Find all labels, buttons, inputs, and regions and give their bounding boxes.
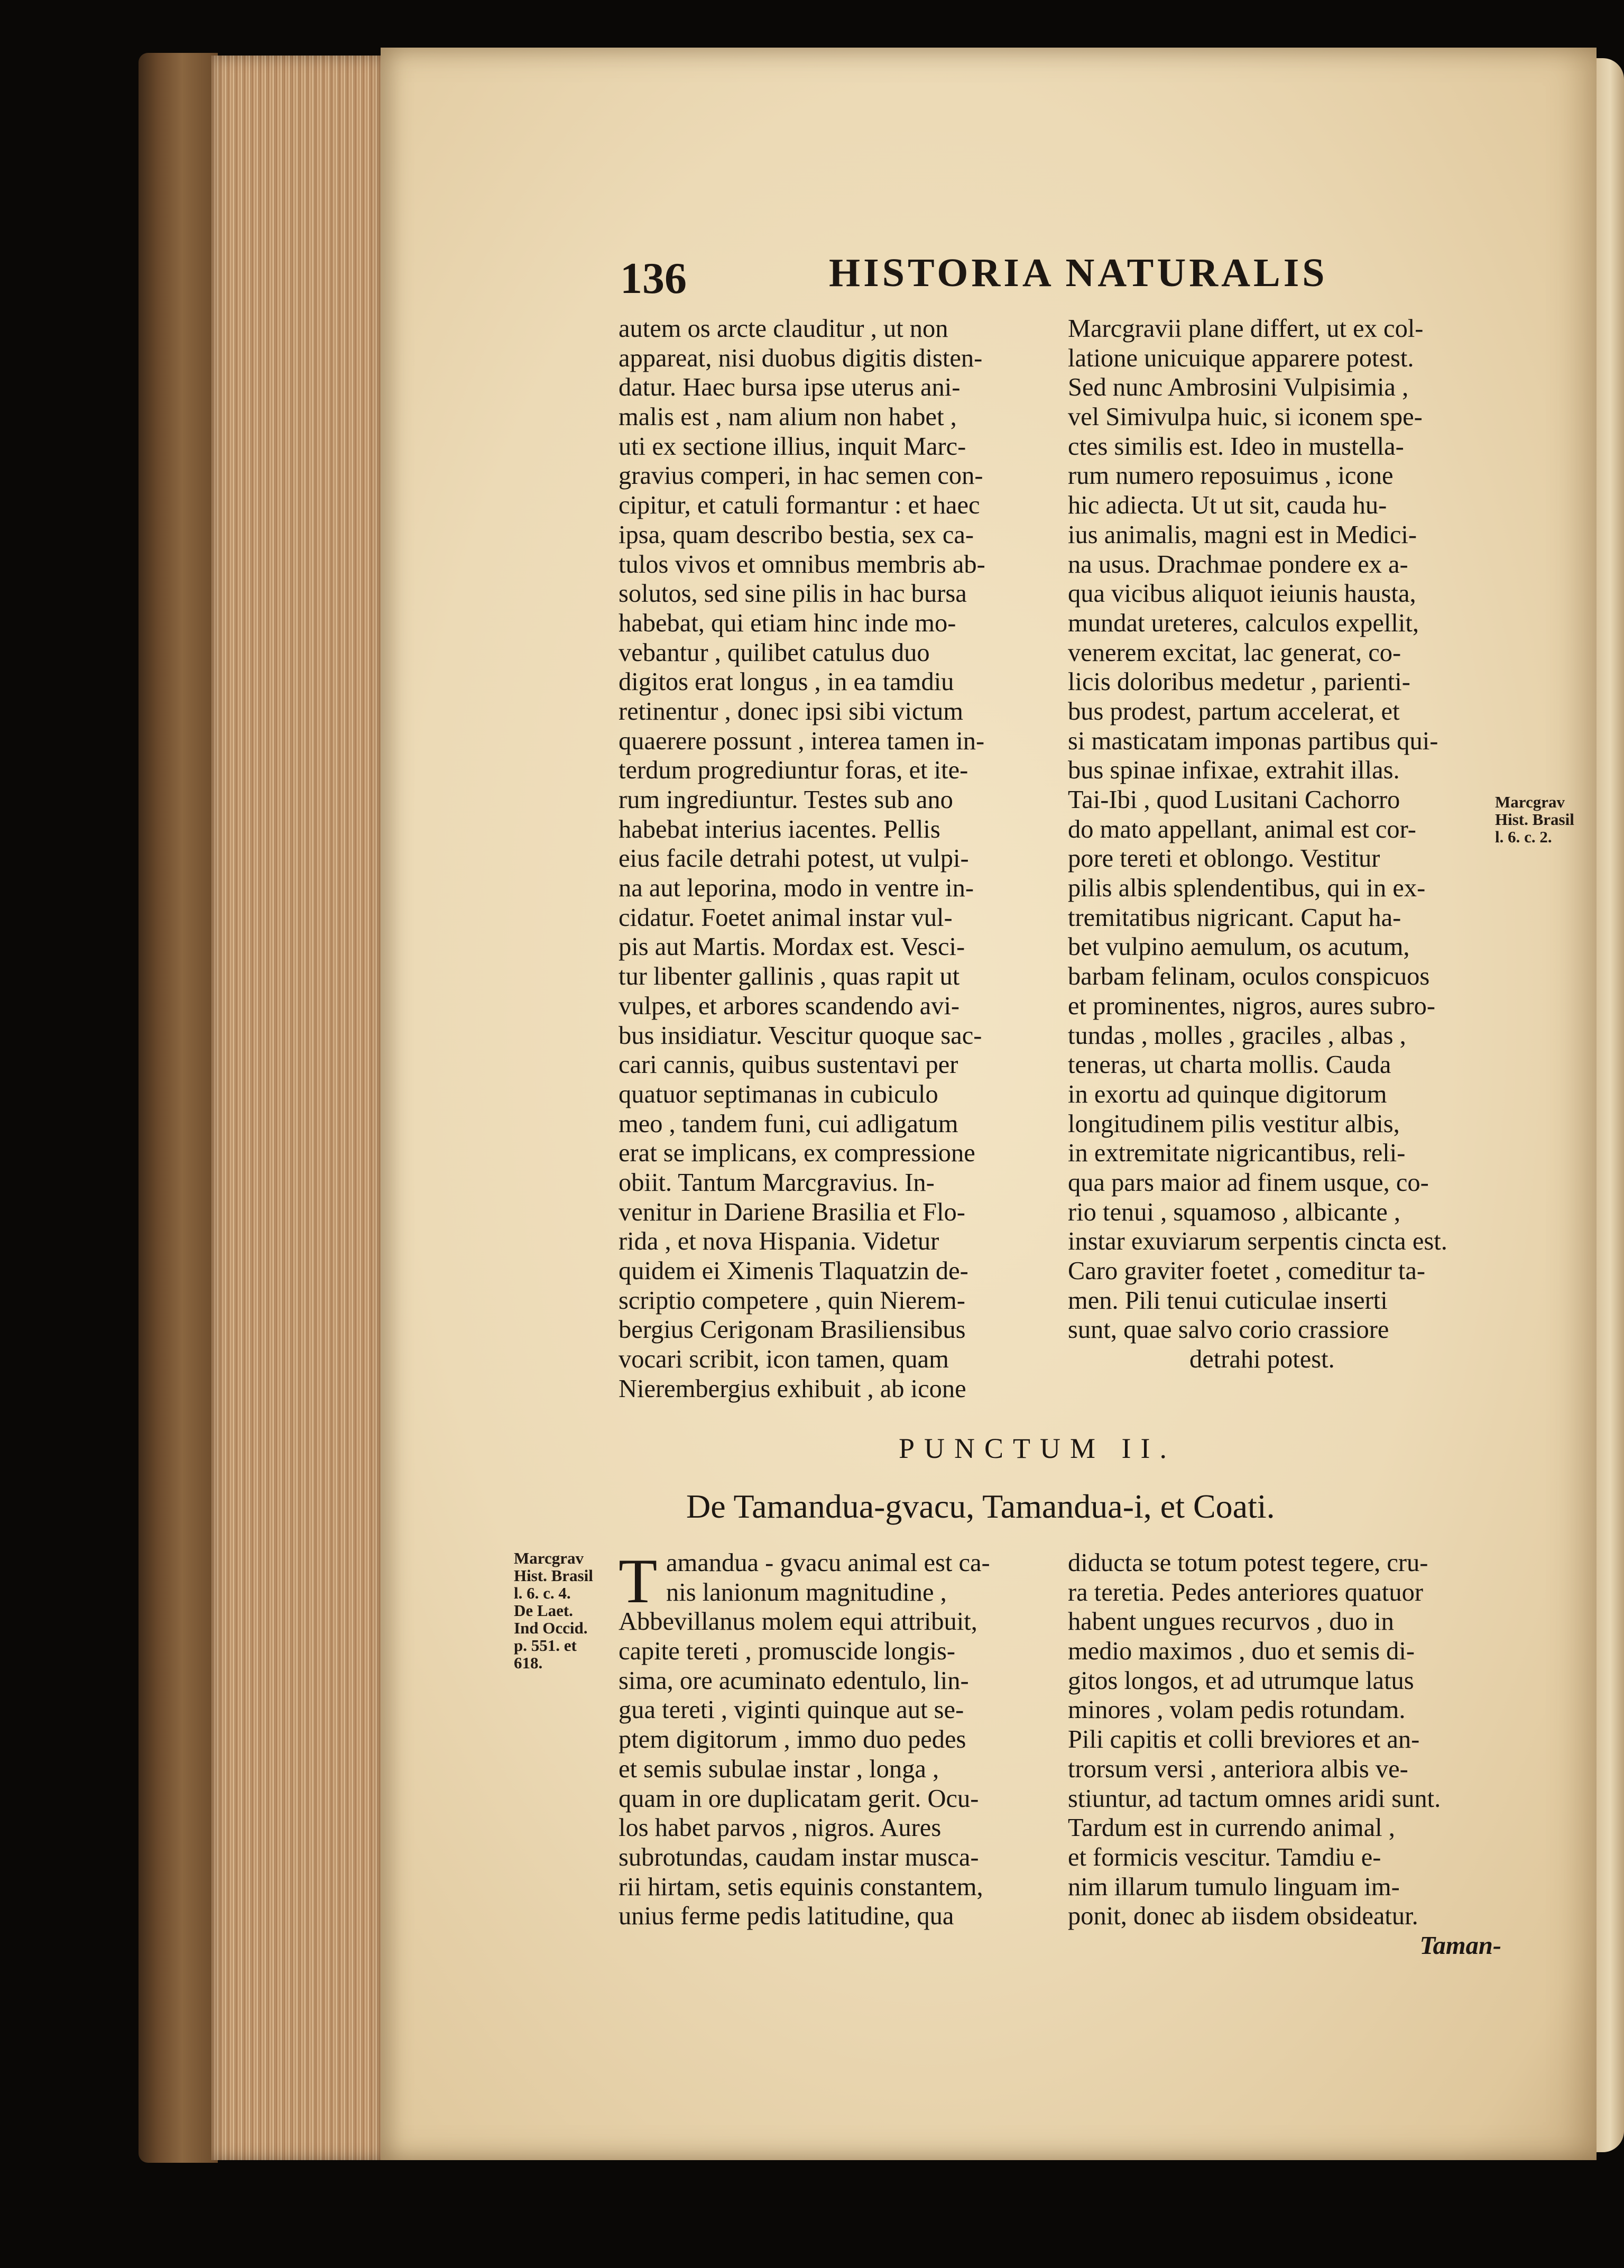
text-line: qua pars maior ad finem usque, co- <box>1068 1168 1429 1197</box>
text-line: rida , et nova Hispania. Videtur <box>619 1227 939 1256</box>
text-line: nim illarum tumulo linguam im- <box>1068 1872 1400 1901</box>
text-line: autem os arcte clauditur , ut non <box>619 315 948 343</box>
text-line: los habet parvos , nigros. Aures <box>619 1814 942 1842</box>
text-line: Tardum est in currendo animal , <box>1068 1814 1395 1842</box>
page-stack-edge <box>211 56 386 2160</box>
text-line: vebantur , quilibet catulus duo <box>619 638 930 667</box>
text-line: tremitatibus nigricant. Caput ha- <box>1068 903 1401 932</box>
text-column-left-top <box>619 314 1052 1403</box>
text-line: sunt, quae salvo corio crassiore <box>1068 1316 1389 1344</box>
section-heading: PUNCTUM II. <box>899 1433 1177 1464</box>
page-number: 136 <box>620 254 687 303</box>
text-line: longitudinem pilis vestitur albis, <box>1068 1109 1400 1138</box>
text-line: teneras, ut charta mollis. Cauda <box>1068 1051 1391 1079</box>
text-column-right-top <box>1068 314 1501 1374</box>
margin-note-line: l. 6. c. 2. <box>1495 828 1552 846</box>
text-line: barbam felinam, oculos conspicuos <box>1068 962 1430 991</box>
text-line: tulos vivos et omnibus membris ab- <box>619 550 985 579</box>
text-line: gravius comperi, in hac semen con- <box>619 462 983 490</box>
text-line: ius animalis, magni est in Medici- <box>1068 520 1417 549</box>
margin-note-line: Marcgrav <box>514 1549 584 1567</box>
text-line: Nierembergius exhibuit , ab icone <box>619 1374 966 1403</box>
text-line: unius ferme pedis latitudine, qua <box>619 1902 954 1931</box>
text-line: bergius Cerigonam Brasiliensibus <box>619 1316 966 1344</box>
text-line: men. Pili tenui cuticulae inserti <box>1068 1286 1388 1315</box>
margin-note-line: l. 6. c. 4. <box>514 1584 571 1602</box>
text-line: pis aut Martis. Mordax est. Vesci- <box>619 933 965 961</box>
text-line: quaerere possunt , interea tamen in- <box>619 727 985 755</box>
text-line: Marcgravii plane differt, ut ex col- <box>1068 315 1424 343</box>
margin-note-left <box>514 1549 593 1672</box>
text-line: appareat, nisi duobus digitis disten- <box>619 344 983 372</box>
text-line: et semis subulae instar , longa , <box>619 1755 939 1783</box>
text-line: nis lanionum magnitudine , <box>666 1578 947 1606</box>
text-line: ctes similis est. Ideo in mustella- <box>1068 432 1404 461</box>
margin-note-line: Hist. Brasil <box>1495 810 1574 829</box>
text-line: rum numero reposuimus , icone <box>1068 462 1394 490</box>
text-line: tur libenter gallinis , quas rapit ut <box>619 962 960 991</box>
text-line: Tai-Ibi , quod Lusitani Cachorro <box>1068 786 1400 814</box>
text-line: gitos longos, et ad utrumque latus <box>1068 1666 1414 1695</box>
text-line: terdum progrediuntur foras, et ite- <box>619 756 968 785</box>
text-line: datur. Haec bursa ipse uterus ani- <box>619 373 961 402</box>
text-line: sima, ore acuminato edentulo, lin- <box>619 1666 969 1695</box>
text-line: Abbevillanus molem equi attribuit, <box>619 1608 977 1636</box>
text-line: ra teretia. Pedes anteriores quatuor <box>1068 1578 1423 1606</box>
text-line: pore tereti et oblongo. Vestitur <box>1068 844 1380 873</box>
text-line: Sed nunc Ambrosini Vulpisimia , <box>1068 373 1409 402</box>
text-line: uti ex sectione illius, inquit Marc- <box>619 432 966 461</box>
text-line: in extremitate nigricantibus, reli- <box>1068 1139 1406 1168</box>
text-line: retinentur , donec ipsi sibi victum <box>619 697 963 726</box>
text-line: vel Simivulpa huic, si iconem spe- <box>1068 403 1423 431</box>
text-line: digitos erat longus , in ea tamdiu <box>619 668 954 696</box>
margin-note-line: Ind Occid. <box>514 1619 588 1637</box>
text-line: cari cannis, quibus sustentavi per <box>619 1051 958 1079</box>
text-line: do mato appellant, animal est cor- <box>1068 815 1416 843</box>
text-line: qua vicibus aliquot ieiunis hausta, <box>1068 580 1416 608</box>
margin-note-line: 618. <box>514 1654 543 1672</box>
text-line: cipitur, et catuli formantur : et haec <box>619 491 980 520</box>
text-line: venerem excitat, lac generat, co- <box>1068 638 1401 667</box>
text-line: rum ingrediuntur. Testes sub ano <box>619 786 953 814</box>
text-line: mundat ureteres, calculos expellit, <box>1068 609 1419 637</box>
text-line: erat se implicans, ex compressione <box>619 1139 975 1168</box>
text-line: latione unicuique apparere potest. <box>1068 344 1414 372</box>
text-line: obiit. Tantum Marcgravius. In- <box>619 1168 935 1197</box>
text-line: rii hirtam, setis equinis constantem, <box>619 1872 983 1901</box>
text-line: na usus. Drachmae pondere ex a- <box>1068 550 1408 579</box>
text-line: in exortu ad quinque digitorum <box>1068 1080 1387 1108</box>
margin-note-right <box>1495 793 1574 846</box>
text-line: instar exuviarum serpentis cincta est. <box>1068 1227 1447 1256</box>
text-line: quatuor septimanas in cubiculo <box>619 1080 938 1108</box>
text-line: licis doloribus medetur , parienti- <box>1068 668 1410 696</box>
text-line: detrahi potest. <box>1189 1345 1335 1374</box>
text-line: ponit, donec ab iisdem obsideatur. <box>1068 1902 1418 1931</box>
text-line: na aut leporina, modo in ventre in- <box>619 874 974 903</box>
text-line: venitur in Dariene Brasilia et Flo- <box>619 1198 965 1226</box>
margin-note-line: Marcgrav <box>1495 793 1565 811</box>
text-line: vocari scribit, icon tamen, quam <box>619 1345 949 1374</box>
text-line: amandua - gvacu animal est ca- <box>666 1549 990 1577</box>
drop-cap: T <box>619 1546 658 1616</box>
running-title: HISTORIA NATURALIS <box>829 251 1328 295</box>
text-line: tundas , molles , graciles , albas , <box>1068 1021 1406 1050</box>
text-line: diducta se totum potest tegere, cru- <box>1068 1549 1428 1577</box>
text-line: habebat interius iacentes. Pellis <box>619 815 940 843</box>
text-line: minores , volam pedis rotundam. <box>1068 1696 1406 1724</box>
text-line: capite tereti , promuscide longis- <box>619 1637 956 1666</box>
text-line: habent ungues recurvos , duo in <box>1068 1608 1394 1636</box>
text-line: quidem ei Ximenis Tlaquatzin de- <box>619 1257 968 1285</box>
text-line: ptem digitorum , immo duo pedes <box>619 1725 966 1754</box>
text-line: si masticatam imponas partibus qui- <box>1068 727 1438 755</box>
text-line: gua tereti , viginti quinque aut se- <box>619 1696 964 1724</box>
text-column-right-bottom <box>1068 1548 1501 1961</box>
text-line: pilis albis splendentibus, qui in ex- <box>1068 874 1426 903</box>
text-line: habebat, qui etiam hinc inde mo- <box>619 609 956 637</box>
text-line: bus insidiatur. Vescitur quoque sac- <box>619 1021 982 1050</box>
margin-note-line: De Laet. <box>514 1601 573 1620</box>
margin-note-line: p. 551. et <box>514 1636 577 1655</box>
text-line: scriptio competere , quin Nierem- <box>619 1286 965 1315</box>
text-line: subrotundas, caudam instar musca- <box>619 1843 979 1871</box>
text-line: Caro graviter foetet , comeditur ta- <box>1068 1257 1426 1285</box>
section-title: De Tamandua-gvacu, Tamandua-i, et Coati. <box>686 1487 1275 1525</box>
text-line: trorsum versi , anteriora albis ve- <box>1068 1755 1408 1783</box>
text-column-left-bottom <box>619 1548 1052 1931</box>
text-line: malis est , nam alium non habet , <box>619 403 957 431</box>
text-line: solutos, sed sine pilis in hac bursa <box>619 580 967 608</box>
text-line: ipsa, quam describo bestia, sex ca- <box>619 520 974 549</box>
margin-note-line: Hist. Brasil <box>514 1566 593 1585</box>
text-line: bus spinae infixae, extrahit illas. <box>1068 756 1400 785</box>
text-line: et prominentes, nigros, aures subro- <box>1068 991 1436 1020</box>
text-line: Taman- <box>1419 1931 1501 1960</box>
text-line: bet vulpino aemulum, os acutum, <box>1068 933 1410 961</box>
text-line: cidatur. Foetet animal instar vul- <box>619 903 953 932</box>
text-line: Pili capitis et colli breviores et an- <box>1068 1725 1420 1754</box>
text-line: eius facile detrahi potest, ut vulpi- <box>619 844 969 873</box>
text-line: meo , tandem funi, cui adligatum <box>619 1109 958 1138</box>
text-line: stiuntur, ad tactum omnes aridi sunt. <box>1068 1784 1441 1813</box>
text-line: rio tenui , squamoso , albicante , <box>1068 1198 1401 1226</box>
text-line: et formicis vescitur. Tamdiu e- <box>1068 1843 1381 1871</box>
text-line: quam in ore duplicatam gerit. Ocu- <box>619 1784 979 1813</box>
text-line: hic adiecta. Ut ut sit, cauda hu- <box>1068 491 1387 520</box>
text-line: bus prodest, partum accelerat, et <box>1068 697 1400 726</box>
text-line: vulpes, et arbores scandendo avi- <box>619 991 960 1020</box>
text-line: medio maximos , duo et semis di- <box>1068 1637 1415 1666</box>
book-cover <box>139 53 218 2163</box>
